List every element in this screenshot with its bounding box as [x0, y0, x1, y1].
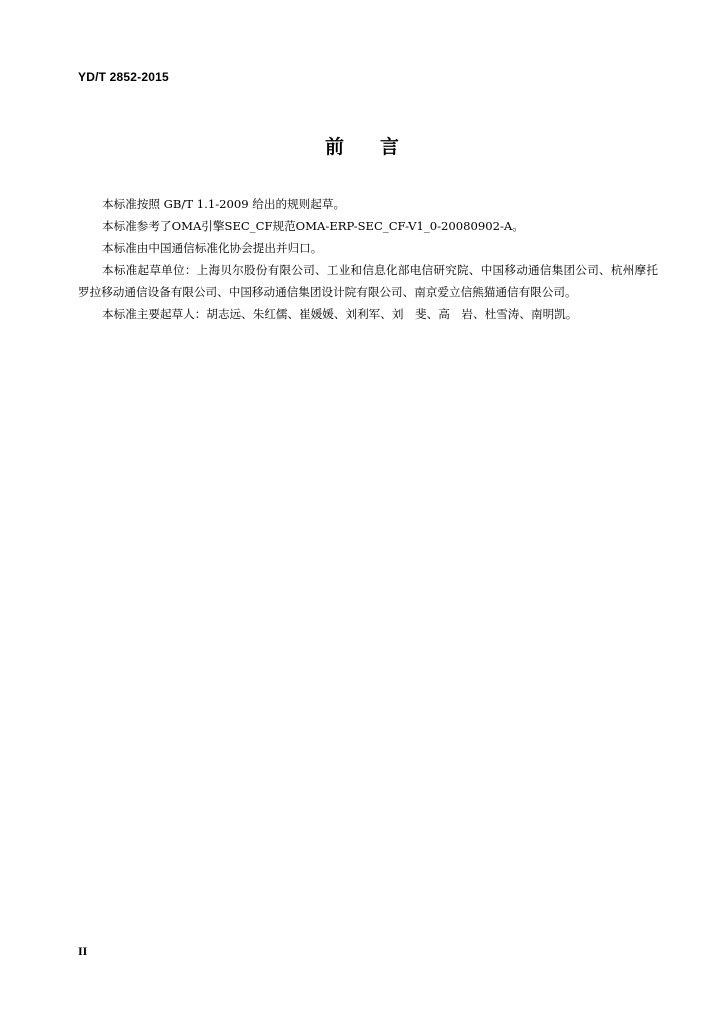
paragraph-proposer: 本标准由中国通信标准化协会提出并归口。 [102, 241, 323, 255]
page-number: II [78, 944, 88, 958]
foreword-body [78, 193, 658, 325]
page-title: 前言 [324, 136, 435, 158]
paragraph-drafting-units: 本标准起草单位：上海贝尔股份有限公司、工业和信息化部电信研究院、中国移动通信集团公司、杭州摩托罗拉移动通信设备有限公司、中国移动通信集团设计院有限公司、南京爱立信熊猫通信有限公司。 [78, 263, 658, 299]
paragraph-reference: 本标准参考了OMA引擎SEC_CF规范OMA-ERP-SEC_CF-V1_0-20080902-A。 [102, 219, 524, 233]
paragraph-drafting-rules: 本标准按照 GB/T 1.1-2009 给出的规则起草。 [102, 197, 346, 211]
paragraph-drafters: 本标准主要起草人：胡志远、朱红儒、崔媛媛、刘利军、刘 斐、高 岩、杜雪涛、南明凯。 [102, 307, 578, 321]
standard-number: YD/T 2852-2015 [78, 70, 169, 84]
